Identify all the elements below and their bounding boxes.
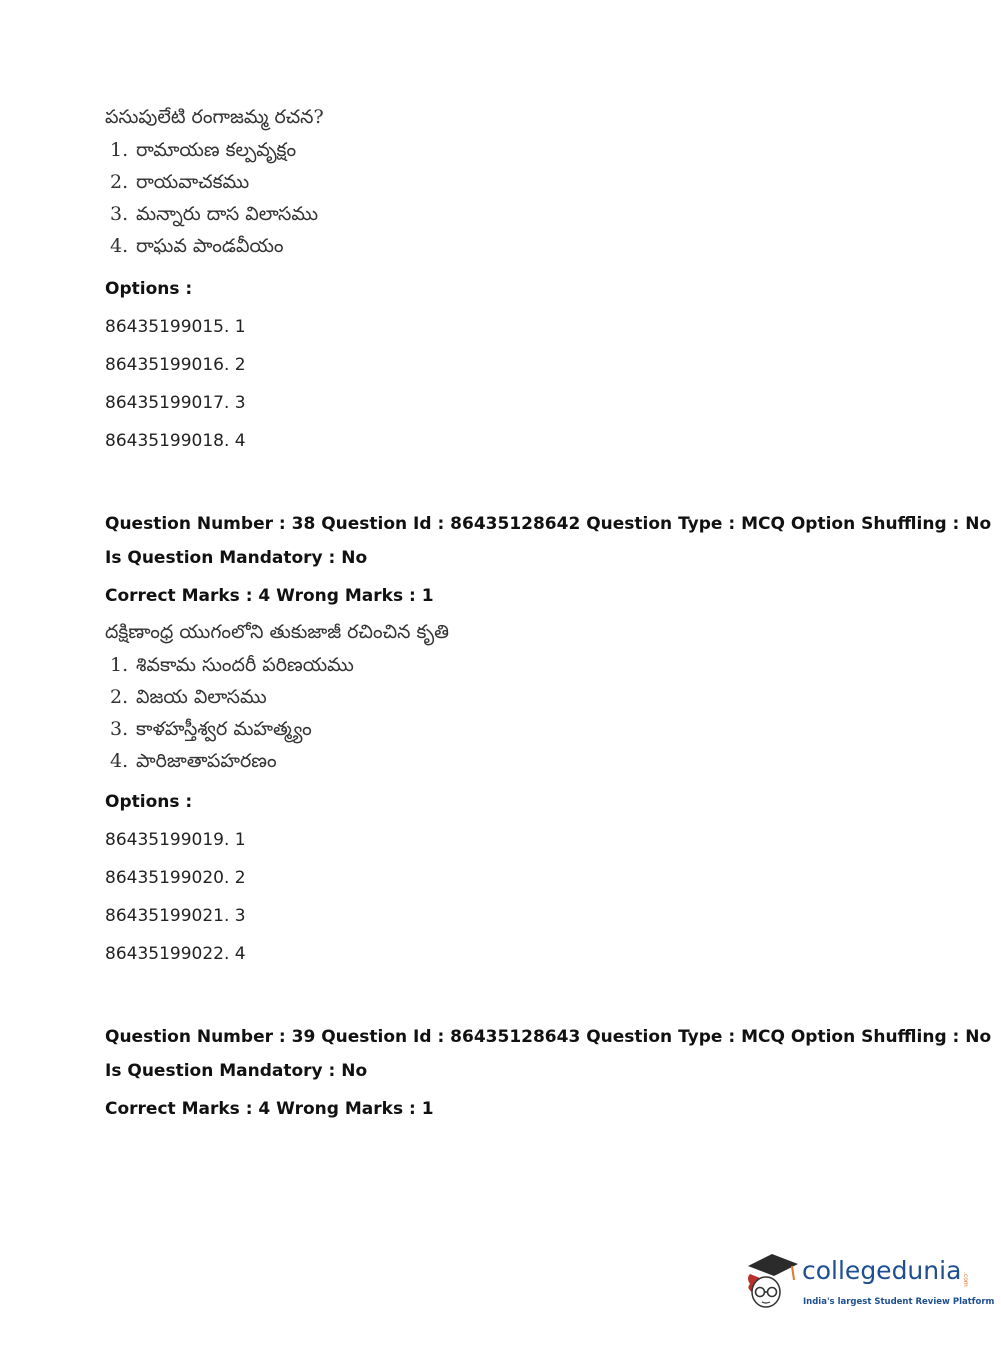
choice-number: 3. xyxy=(110,718,129,740)
option-id: 86435199020. 2 xyxy=(105,868,246,888)
choice-number: 1. xyxy=(110,654,129,676)
choice-text: రాఘవ పాండవీయం xyxy=(136,235,284,257)
choice-list xyxy=(110,649,354,777)
logo-wordmark: collegedunia xyxy=(802,1256,962,1285)
question-mandatory: Is Question Mandatory : No xyxy=(105,1061,368,1081)
option-id: 86435199018. 4 xyxy=(105,431,246,451)
option-id: 86435199016. 2 xyxy=(105,355,246,375)
choice-number: 2. xyxy=(110,171,129,193)
choice-number: 2. xyxy=(110,686,129,708)
choice-text: రాయవాచకము xyxy=(136,171,250,193)
choice-item xyxy=(110,713,354,745)
question-meta: Question Number : 39 Question Id : 86435128643 Question Type : MCQ Option Shuffling : No xyxy=(105,1027,992,1047)
question-meta: Question Number : 38 Question Id : 86435128642 Question Type : MCQ Option Shuffling : No xyxy=(105,514,992,534)
choice-number: 3. xyxy=(110,203,129,225)
choice-number: 4. xyxy=(110,235,129,257)
option-id: 86435199022. 4 xyxy=(105,944,246,964)
logo-com: .com xyxy=(962,1272,969,1287)
choice-list xyxy=(110,134,318,262)
question-text: దక్షిణాంధ్ర యుగంలోని తుకుజాజీ రచించిన కృతి xyxy=(105,621,449,643)
choice-text: కాళహస్తీశ్వర మహత్మ్యం xyxy=(136,718,312,740)
option-id: 86435199015. 1 xyxy=(105,317,246,337)
choice-text: విజయ విలాసము xyxy=(136,686,267,708)
choice-number: 1. xyxy=(110,139,129,161)
option-id: 86435199021. 3 xyxy=(105,906,246,926)
choice-text: రామాయణ కల్పవృక్షం xyxy=(136,139,297,161)
question-text: పసుపులేటి రంగాజమ్మ రచన? xyxy=(105,106,324,128)
logo-tagline: India's largest Student Review Platform xyxy=(803,1297,995,1307)
choice-text: మన్నారు దాస విలాసము xyxy=(136,203,319,225)
question-marks: Correct Marks : 4 Wrong Marks : 1 xyxy=(105,1099,434,1119)
collegedunia-logo xyxy=(742,1248,995,1312)
mascot-icon xyxy=(742,1248,802,1312)
choice-item xyxy=(110,134,318,166)
choice-item xyxy=(110,198,318,230)
option-id: 86435199019. 1 xyxy=(105,830,246,850)
choice-text: పారిజాతాపహరణం xyxy=(136,750,277,772)
choice-item xyxy=(110,681,354,713)
option-id: 86435199017. 3 xyxy=(105,393,246,413)
question-marks: Correct Marks : 4 Wrong Marks : 1 xyxy=(105,586,434,606)
choice-item xyxy=(110,166,318,198)
options-label: Options : xyxy=(105,792,193,812)
options-label: Options : xyxy=(105,279,193,299)
question-mandatory: Is Question Mandatory : No xyxy=(105,548,368,568)
choice-item xyxy=(110,745,354,777)
choice-item xyxy=(110,649,354,681)
choice-text: శివకామ సుందరీ పరిణయము xyxy=(136,654,354,676)
choice-number: 4. xyxy=(110,750,129,772)
choice-item xyxy=(110,230,318,262)
